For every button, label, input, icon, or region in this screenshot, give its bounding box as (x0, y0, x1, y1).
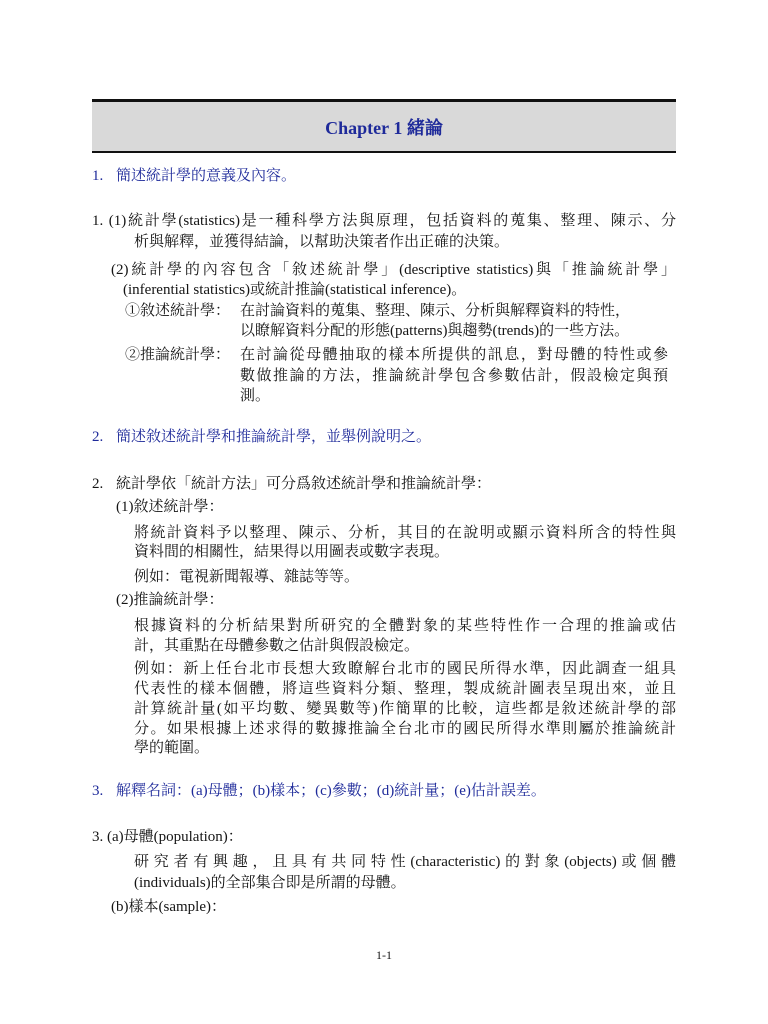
answer-text: 統計學依「統計方法」可分爲敘述統計學和推論統計學： (116, 476, 492, 492)
question-text: 簡述統計學的意義及內容。 (116, 168, 297, 184)
question-number: 1. (92, 168, 104, 184)
question-text: 簡述敘述統計學和推論統計學，並舉例說明之。 (116, 429, 432, 445)
question-number: 2. (92, 429, 104, 445)
answer-text: 統計學的內容包含「敘述統計學」(descriptive statistics)與「推論統計學」 (128, 262, 676, 278)
answer-3-part-b-label: (b)樣本(sample)： (111, 899, 226, 915)
answer-3-part-a-line-2: (individuals)的全部集合即是所謂的母體。 (134, 875, 406, 891)
item-2-line-3: 測。 (240, 388, 271, 404)
answer-2-intro (92, 474, 491, 494)
question-number: 3. (92, 783, 104, 799)
item-2-line-1: 在討論從母體抽取的樣本所提供的訊息，對母體的特性或參 (240, 347, 668, 363)
chapter-title: Chapter 1 緒論 (325, 117, 443, 138)
answer-1-part-2-line-1 (111, 260, 676, 280)
answer-2-part-1-example: 例如：電視新聞報導、雜誌等等。 (134, 569, 360, 585)
circled-number-marker: ② (125, 347, 141, 363)
term-label: 敘述統計學： (140, 303, 231, 319)
answer-3-part-a-label (92, 827, 243, 847)
answer-2-part-2-label: (2)推論統計學： (116, 592, 224, 608)
answer-2-example-line-2: 代表性的樣本個體，將這些資料分類、整理，製成統計圖表呈現出來，並且 (134, 681, 676, 697)
item-1-term (125, 301, 230, 321)
answer-2-example-line-5: 學的範圍。 (134, 740, 210, 756)
answer-1-part-1-line-1 (92, 211, 676, 231)
answer-text: 統計學(statistics)是一種科學方法與原理，包括資料的蒐集、整理、陳示、分 (126, 213, 676, 229)
item-2-term (125, 345, 230, 365)
answer-2-part-1-line-1: 將統計資料予以整理、陳示、分析，其目的在說明或顯示資料所含的特性與 (134, 525, 676, 541)
answer-2-part-2-line-1: 根據資料的分析結果對所研究的全體對象的某些特性作一合理的推論或估 (134, 618, 676, 634)
answer-2-part-1-label: (1)敘述統計學： (116, 499, 224, 515)
part-label: (1) (108, 213, 127, 229)
item-2-line-2: 數做推論的方法，推論統計學包含參數估計，假設檢定與預 (240, 368, 668, 384)
question-3 (92, 781, 546, 801)
item-1-line-1: 在討論資料的蒐集、整理、陳示、分析與解釋資料的特性， (240, 303, 631, 319)
question-text: 解釋名詞：(a)母體；(b)樣本；(c)參數；(d)統計量；(e)估計誤差。 (116, 783, 546, 799)
answer-number: 2. (92, 476, 104, 492)
term-label: 推論統計學： (140, 347, 231, 363)
answer-3-part-a-line-1: 研究者有興趣，且具有共同特性(characteristic)的對象(objects)或個體 (134, 854, 676, 870)
answer-number: 1. (92, 213, 104, 229)
header-bottom-rule (92, 151, 676, 153)
item-1-line-2: 以瞭解資料分配的形態(patterns)與趨勢(trends)的一些方法。 (240, 323, 630, 339)
term-label: (a)母體(population)： (107, 829, 243, 845)
answer-number: 3. (92, 829, 104, 845)
circled-number-marker: ① (125, 303, 141, 319)
answer-1-part-2-line-2: (inferential statistics)或統計推論(statistical inference)。 (123, 282, 467, 298)
part-label: (2) (111, 262, 129, 278)
answer-2-part-1-line-2: 資料間的相關性，結果得以用圖表或數字表現。 (134, 544, 450, 560)
answer-2-example-line-3: 計算統計量(如平均數、變異數等)作簡單的比較，這些都是敘述統計學的部 (134, 701, 676, 717)
answer-1-part-1-line-2: 析與解釋，並獲得結論，以幫助決策者作出正確的決策。 (134, 234, 510, 250)
chapter-header-band (92, 102, 676, 151)
answer-2-example-line-1: 例如：新上任台北市長想大致瞭解台北市的國民所得水準，因此調查一組具 (134, 661, 676, 677)
page-number: 1-1 (376, 948, 392, 962)
answer-2-example-line-4: 分。如果根據上述求得的數據推論全台北市的國民所得水準則屬於推論統計 (134, 721, 676, 737)
answer-2-part-2-line-2: 計，其重點在母體參數之估計與假設檢定。 (134, 638, 420, 654)
question-1 (92, 166, 296, 186)
question-2 (92, 427, 431, 447)
